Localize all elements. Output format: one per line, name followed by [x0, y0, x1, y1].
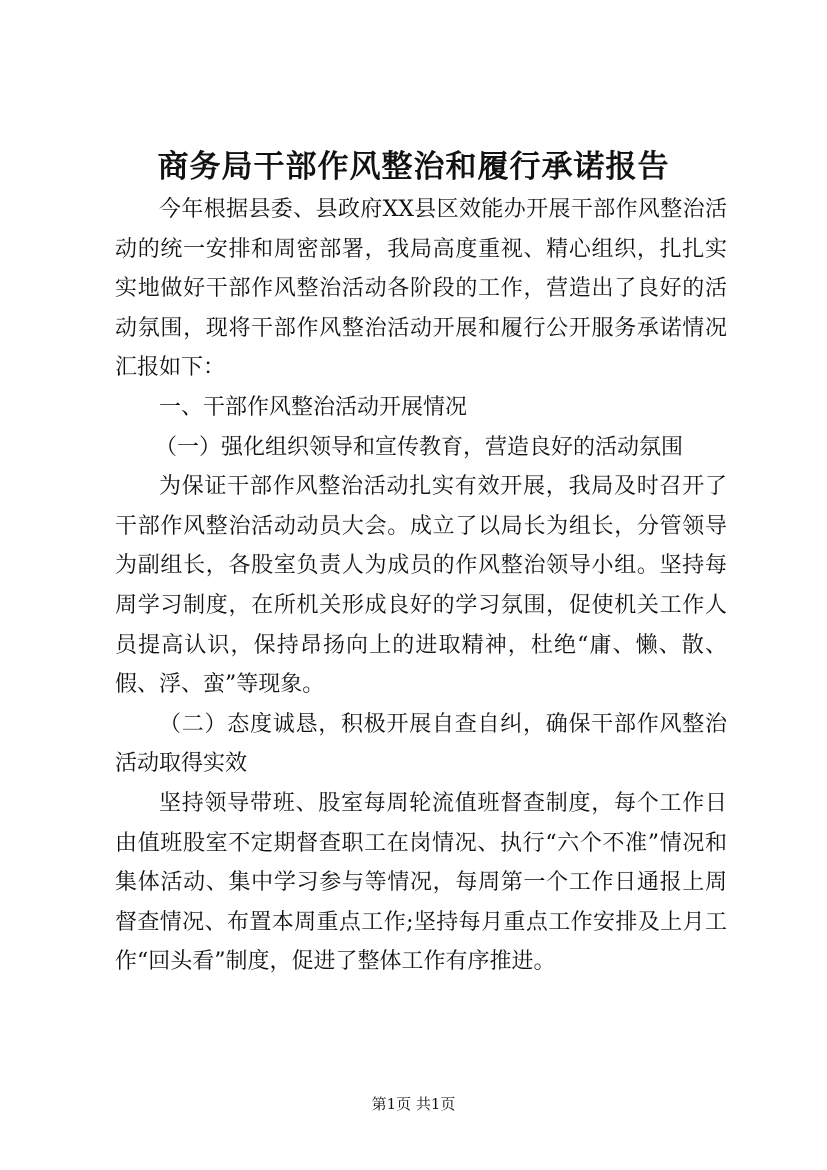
- subsection-heading-1: （一）强化组织领导和宣传教育，营造良好的活动氛围: [155, 434, 684, 460]
- intro-paragraph: 今年根据县委、县政府XX县区效能办开展干部作风整治活动的统一安排和周密部署，我局高度重视、精心组织，扎扎实实地做好干部作风整治活动各阶段的工作，营造出了良好的活动氛围，现将干部作风整治活动开展和履行公开服务承诺情况汇报如下：: [115, 197, 727, 381]
- section-heading-1: 一、干部作风整治活动开展情况: [159, 394, 468, 420]
- body-paragraph-1: 为保证干部作风整治活动扎实有效开展，我局及时召开了干部作风整治活动动员大会。成立了以局长为组长，分管领导为副组长，各股室负责人为成员的作风整治领导小组。坚持每周学习制度，在所机关形成良好的学习氛围，促使机关工作人员提高认识，保持昂扬向上的进取精神，杜绝“庸、懒、散、假、浮、蛮”等现象。: [115, 474, 727, 698]
- document-title: 商务局干部作风整治和履行承诺报告: [157, 149, 670, 185]
- body-paragraph-2: 坚持领导带班、股室每周轮流值班督查制度，每个工作日由值班股室不定期督查职工在岗情况、执行“六个不准”情况和集体活动、集中学习参与等情况，每周第一个工作日通报上周督查情况、布置本周重点工作;坚持每月重点工作安排及上月工作“回头看”制度，促进了整体工作有序推进。: [115, 790, 727, 975]
- document-body: [115, 190, 727, 982]
- page-number: 第1页 共1页: [371, 1095, 456, 1113]
- subsection-heading-2: （二）态度诚恳，积极开展自查自纠，确保干部作风整治活动取得实效: [115, 711, 727, 777]
